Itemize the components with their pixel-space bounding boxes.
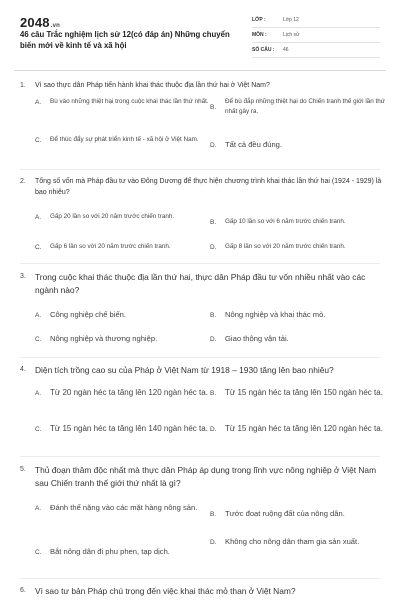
option-a[interactable] (35, 309, 210, 321)
option-text: Công nghiệp chế biến. (50, 310, 126, 319)
question-text: Trong cuộc khai thác thuộc địa lần thứ hai, thực dân Pháp đầu tư vốn nhiều nhất vào các ngành nào? (35, 272, 366, 295)
meta-label: MÔN : (252, 32, 267, 38)
option-letter: A. (35, 389, 42, 397)
document-header (0, 0, 400, 68)
option-letter: A. (35, 311, 42, 319)
option-text: Tước đoạt ruộng đất của nông dân. (225, 509, 345, 518)
question-number: 4. (20, 366, 26, 373)
question-number: 3. (20, 273, 26, 280)
option-b[interactable] (210, 217, 390, 227)
option-text: Từ 20 ngàn héc ta tăng lên 120 ngàn héc ta. (50, 388, 208, 397)
option-c[interactable] (35, 423, 210, 436)
question-number: 6. (20, 587, 26, 594)
meta-value: Lịch sử (283, 32, 300, 38)
question-text: Vì sao tư bản Pháp chú trọng đến việc khai thác mỏ than ở Việt Nam? (35, 586, 296, 596)
option-letter: D. (210, 335, 217, 343)
logo-suffix: .vn (50, 23, 61, 29)
site-logo[interactable] (20, 15, 60, 30)
option-letter: C. (35, 548, 42, 556)
option-text: Tất cả đều đúng. (225, 140, 282, 149)
option-letter: C. (35, 425, 42, 433)
option-text: Không cho nông dân tham gia sản xuất. (225, 537, 360, 546)
option-text: Gấp 8 lần so với 20 năm trước chiến tranh. (225, 243, 346, 250)
option-letter: B. (210, 510, 217, 518)
question-divider (20, 456, 380, 457)
option-letter: A. (35, 504, 42, 512)
option-text: Nông nghiệp và thương nghiệp. (50, 334, 158, 343)
question-text: Tổng số vốn mà Pháp đầu tư vào Đông Dương để thực hiện chương trình khai thác lần thứ hai (1924 - 1929) là bao nhiêu? (35, 178, 382, 196)
option-text: Bù vào những thiệt hại trong cuộc khai thác lần thứ nhất. (50, 98, 209, 105)
option-d[interactable] (210, 242, 390, 252)
option-text: Giao thông vận tải. (225, 334, 289, 343)
question-1 (20, 80, 385, 169)
option-letter: D. (210, 538, 217, 546)
option-c[interactable] (35, 333, 210, 345)
option-letter: A. (35, 213, 42, 221)
question-number: 2. (20, 178, 26, 185)
option-letter: C. (35, 243, 42, 251)
question-text: Thủ đoạn thâm độc nhất mà thực dân Pháp áp dụng trong lĩnh vực nông nghiệp ở Việt Nam sau Chiến tranh thế giới thứ nhất là gì? (35, 465, 377, 488)
option-d[interactable] (210, 536, 390, 548)
option-letter: D. (210, 425, 217, 433)
option-text: Gấp 10 lần so với 6 năm trước chiến tranh. (225, 218, 346, 225)
option-c[interactable] (35, 135, 210, 145)
option-letter: B. (210, 218, 217, 226)
option-a[interactable] (35, 502, 210, 514)
option-letter: B. (210, 389, 217, 397)
option-letter: B. (210, 311, 217, 319)
question-number: 5. (20, 466, 26, 473)
question-4 (20, 364, 382, 459)
question-text: Vì sao thực dân Pháp tiến hành khai thác thuộc địa lần thứ hai ở Việt Nam? (35, 82, 270, 89)
meta-row-count (252, 43, 380, 58)
option-letter: D. (210, 243, 217, 251)
question-2 (20, 176, 382, 266)
option-a[interactable] (35, 212, 210, 222)
option-text: Từ 15 ngàn héc ta tăng lên 150 ngàn héc ta. (225, 388, 383, 397)
header-separator (14, 70, 386, 71)
question-number: 1. (20, 82, 26, 89)
option-letter: D. (210, 141, 217, 149)
option-letter: C. (35, 136, 42, 144)
question-5 (20, 464, 382, 576)
option-letter: A. (35, 98, 42, 106)
meta-row-subject (252, 28, 380, 43)
option-b[interactable] (210, 97, 385, 117)
option-text: Để bù đắp những thiệt hại do Chiến tranh thế giới lần thứ nhất gây ra. (225, 98, 385, 115)
option-d[interactable] (210, 333, 390, 345)
option-text: Đánh thế nặng vào các mặt hàng nông sản. (50, 503, 198, 512)
option-text: Bắt nông dân đi phu phen, tạp dịch. (50, 547, 170, 556)
question-3 (20, 271, 382, 359)
logo-text: 2048 (20, 15, 50, 30)
question-divider (20, 357, 380, 358)
document-title: 46 câu Trắc nghiệm lịch sử 12(có đáp án) Những chuyển biến mới về kinh tế và xã hội (20, 30, 230, 50)
option-text: Từ 15 ngàn héc ta tăng lên 140 ngàn héc ta. (50, 424, 208, 433)
question-divider (20, 169, 380, 170)
meta-value: Lớp 12 (283, 17, 299, 23)
option-text: Từ 15 ngàn héc ta tăng lên 120 ngàn héc ta. (225, 424, 383, 433)
question-divider (20, 578, 380, 579)
option-text: Gấp 20 lần so với 20 năm trước chiến tranh. (50, 213, 175, 220)
option-c[interactable] (35, 546, 210, 558)
question-6 (20, 585, 382, 598)
option-a[interactable] (35, 97, 210, 107)
meta-value: 46 (283, 47, 289, 53)
meta-label: SỐ CÂU : (252, 47, 275, 53)
option-c[interactable] (35, 242, 210, 252)
option-letter: B. (210, 103, 217, 111)
option-d[interactable] (210, 423, 390, 436)
option-b[interactable] (210, 387, 390, 400)
meta-label: LỚP : (252, 17, 266, 23)
question-text: Diện tích trồng cao su của Pháp ở Việt Nam từ 1918 – 1930 tăng lên bao nhiêu? (35, 365, 334, 375)
option-b[interactable] (210, 309, 390, 321)
option-d[interactable] (210, 135, 385, 155)
question-divider (20, 263, 380, 264)
option-text: Gấp 6 lần so với 20 năm trước chiến tranh. (50, 243, 171, 250)
option-text: Nông nghiệp và khai thác mỏ. (225, 310, 326, 319)
meta-table (252, 13, 380, 58)
meta-row-class (252, 13, 380, 28)
option-letter: C. (35, 335, 42, 343)
option-b[interactable] (210, 508, 390, 520)
option-a[interactable] (35, 387, 210, 400)
option-text: Để thúc đẩy sự phát triển kinh tế - xã hội ở Việt Nam. (50, 136, 199, 143)
